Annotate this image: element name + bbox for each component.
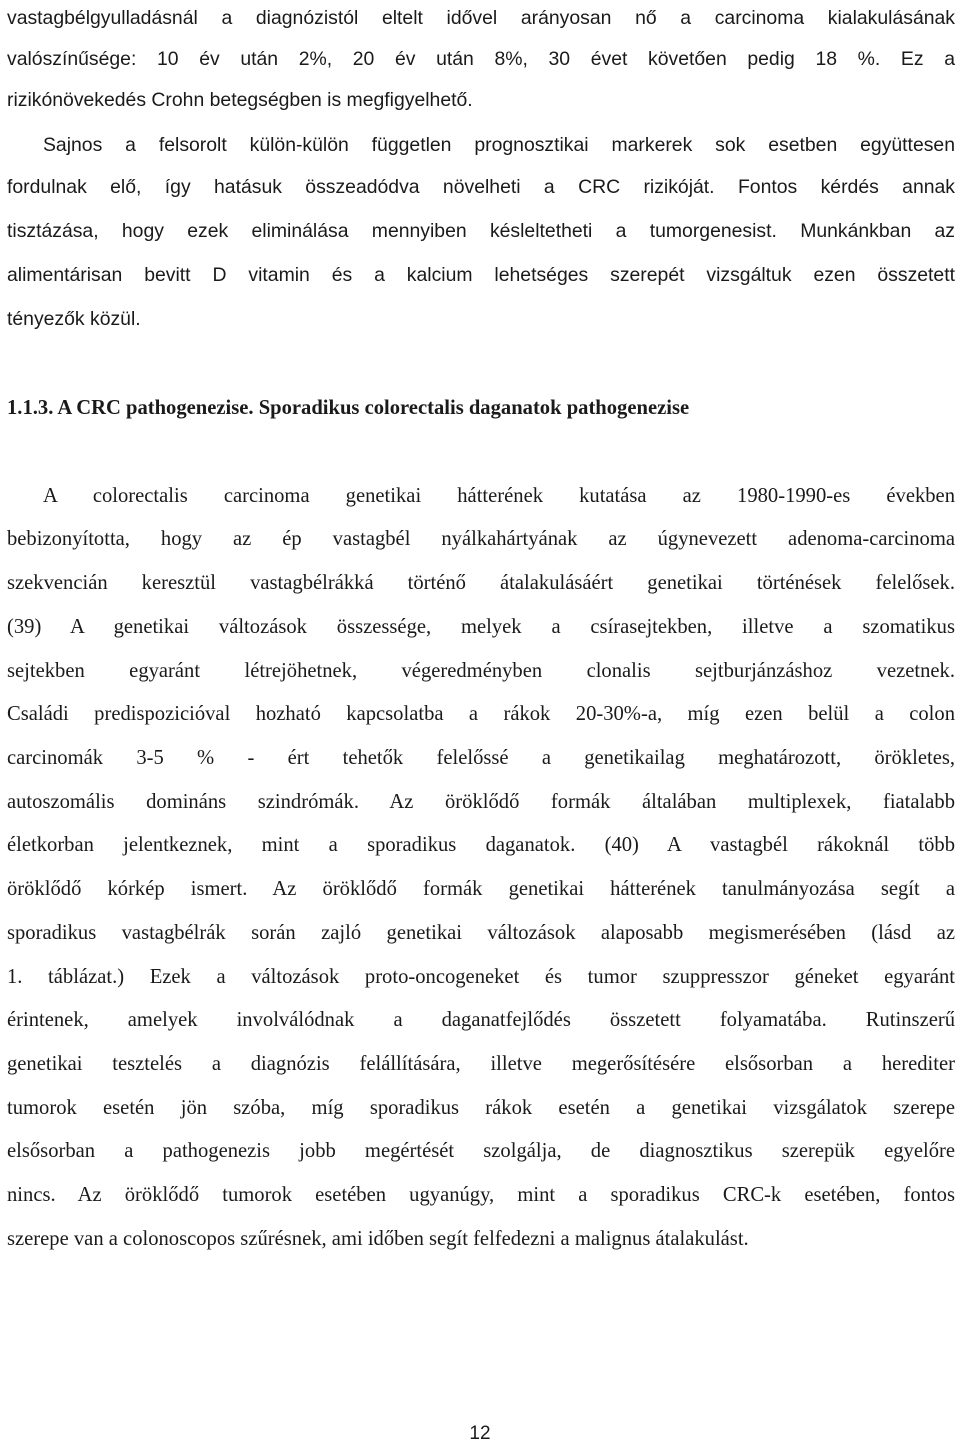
paragraph-2-line-3: tisztázása, hogy ezek eliminálása mennyiben késleltetheti a tumorgenesist. Munkánkban az bbox=[7, 220, 955, 242]
paragraph-3-line-5: sejtekben egyaránt létrejöhetnek, végeredményben clonalis sejtburjánzáshoz vezetnek. bbox=[7, 660, 955, 682]
paragraph-1-line-2: valószínűsége: 10 év után 2%, 20 év után 8%, 30 évet követően pedig 18 %. Ez a bbox=[7, 48, 955, 70]
paragraph-3-line-3: szekvencián keresztül vastagbélrákká történő átalakulásáért genetikai történések felelősek. bbox=[7, 572, 955, 594]
paragraph-2-line-1: Sajnos a felsorolt külön-külön független prognosztikai markerek sok esetben együttesen bbox=[43, 134, 955, 156]
paragraph-2-line-4: alimentárisan bevitt D vitamin és a kalcium lehetséges szerepét vizsgáltuk ezen összetett bbox=[7, 264, 955, 286]
paragraph-3-line-9: életkorban jelentkeznek, mint a sporadikus daganatok. (40) A vastagbél rákoknál több bbox=[7, 834, 955, 856]
paragraph-3-line-13: érintenek, amelyek involválódnak a daganatfejlődés összetett folyamatába. Rutinszerű bbox=[7, 1009, 955, 1031]
page-number: 12 bbox=[469, 1423, 491, 1444]
paragraph-3-line-18: szerepe van a colonoscopos szűrésnek, ami időben segít felfedezni a malignus átalakulást. bbox=[7, 1228, 749, 1250]
paragraph-2-line-5: tényezők közül. bbox=[7, 308, 141, 330]
paragraph-3-line-6: Családi predispozicióval hozható kapcsolatba a rákok 20-30%-a, míg ezen belül a colon bbox=[7, 703, 955, 725]
section-heading: 1.1.3. A CRC pathogenezise. Sporadikus colorectalis daganatok pathogenezise bbox=[7, 397, 690, 419]
paragraph-3-line-10: öröklődő kórkép ismert. Az öröklődő formák genetikai hátterének tanulmányozása segít a bbox=[7, 878, 955, 900]
paragraph-3-line-8: autoszomális domináns szindrómák. Az öröklődő formák általában multiplexek, fiatalabb bbox=[7, 791, 955, 813]
paragraph-3-line-1: A colorectalis carcinoma genetikai hátterének kutatása az 1980-1990-es években bbox=[43, 485, 955, 507]
paragraph-3-line-4: (39) A genetikai változások összessége, melyek a csírasejtekben, illetve a szomatikus bbox=[7, 616, 955, 638]
paragraph-3-line-16: elsősorban a pathogenezis jobb megértését szolgálja, de diagnosztikus szerepük egyelőre bbox=[7, 1140, 955, 1162]
paragraph-2-line-2: fordulnak elő, így hatásuk összeadódva növelheti a CRC rizikóját. Fontos kérdés annak bbox=[7, 176, 955, 198]
paragraph-3-line-11: sporadikus vastagbélrák során zajló genetikai változások alaposabb megismerésében (lásd az bbox=[7, 922, 955, 944]
paragraph-1-line-1: vastagbélgyulladásnál a diagnózistól eltelt idővel arányosan nő a carcinoma kialakulásának bbox=[7, 7, 955, 29]
paragraph-1-line-3: rizikónövekedés Crohn betegségben is megfigyelhető. bbox=[7, 89, 473, 111]
paragraph-3-line-12: 1. táblázat.) Ezek a változások proto-oncogeneket és tumor szuppresszor géneket egyaránt bbox=[7, 966, 955, 988]
paragraph-3-line-15: tumorok esetén jön szóba, míg sporadikus rákok esetén a genetikai vizsgálatok szerepe bbox=[7, 1097, 955, 1119]
paragraph-3-line-2: bebizonyította, hogy az ép vastagbél nyálkahártyának az úgynevezett adenoma-carcinoma bbox=[7, 528, 955, 550]
paragraph-3-line-14: genetikai tesztelés a diagnózis felállítására, illetve megerősítésére elsősorban a herediter bbox=[7, 1053, 955, 1075]
paragraph-3-line-7: carcinomák 3-5 % - ért tehetők felelőssé a genetikailag meghatározott, örökletes, bbox=[7, 747, 955, 769]
paragraph-3-line-17: nincs. Az öröklődő tumorok esetében ugyanúgy, mint a sporadikus CRC-k esetében, fontos bbox=[7, 1184, 955, 1206]
